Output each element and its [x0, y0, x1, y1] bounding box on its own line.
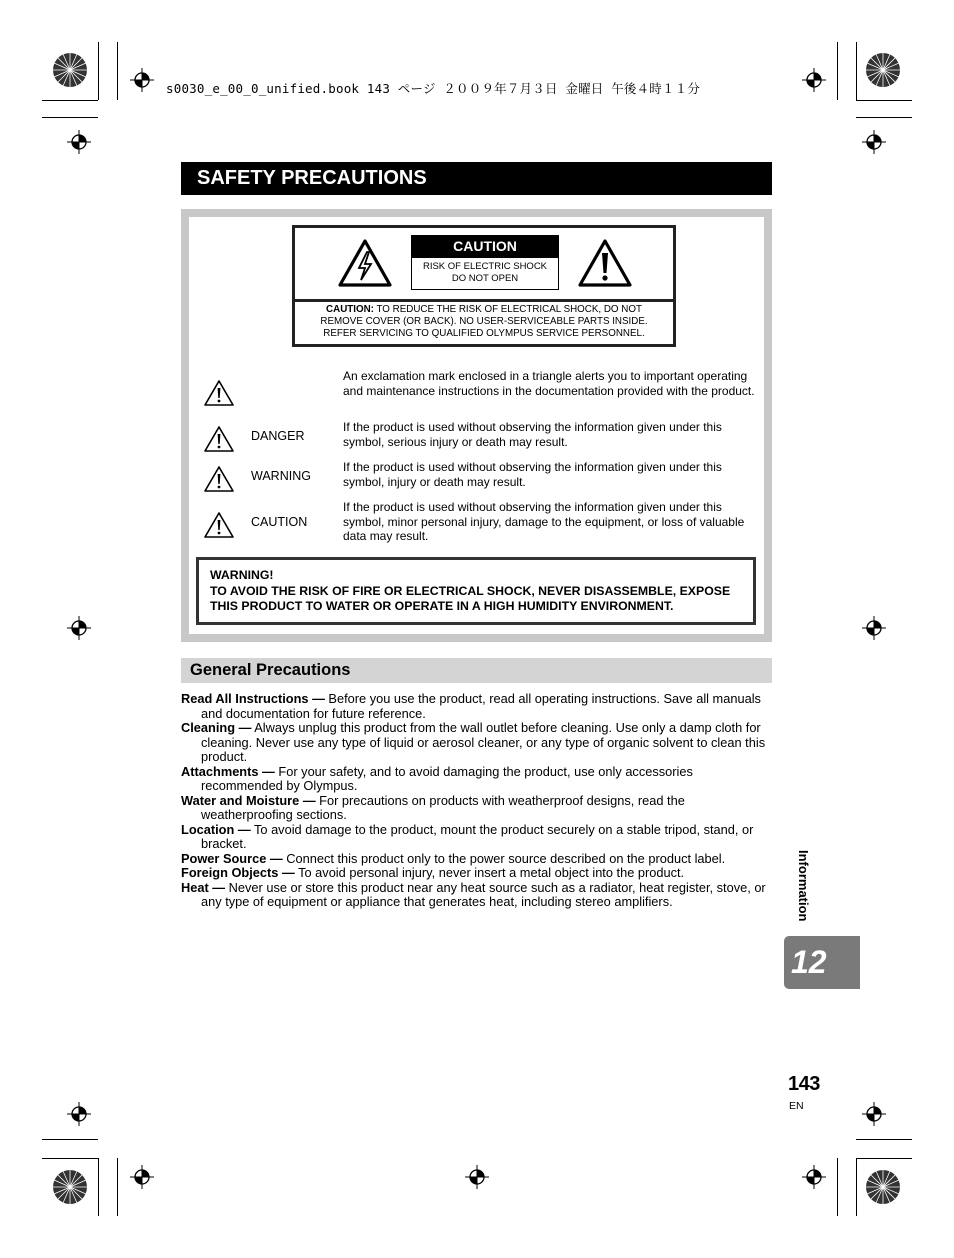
precaution-term: Heat — — [181, 879, 226, 895]
caution-notice-line: REMOVE COVER (OR BACK). NO USER-SERVICEABLE PARTS INSIDE. — [320, 316, 648, 327]
symbol-term: CAUTION — [251, 515, 308, 529]
precaution-text: Always unplug this product from the wall outlet before cleaning. Use only a damp cloth for cleaning. Never use any type of liquid or aerosol cleaner, or any type of organic solvent to clean this product. — [201, 720, 766, 764]
symbol-description: An exclamation mark enclosed in a triangle alerts you to important operating and maintenance instructions in the documentation provided with the product. — [343, 369, 755, 398]
list-item — [181, 692, 775, 721]
registration-mark-icon — [130, 68, 154, 92]
symbol-description: If the product is used without observing the information given under this symbol, minor personal injury, damage to the equipment, or loss of valuable data may result. — [343, 500, 745, 544]
caution-label — [411, 235, 559, 290]
caution-label-heading: CAUTION — [412, 236, 558, 258]
precaution-text: Before you use the product, read all operating instructions. Save all manuals and documentation for future reference. — [201, 691, 761, 721]
section-side-label: Information — [796, 850, 811, 922]
precaution-term: Foreign Objects — — [181, 865, 295, 880]
registration-mark-icon — [862, 616, 886, 640]
exclamation-triangle-icon — [203, 511, 235, 539]
precaution-text: To avoid personal injury, never insert a metal object into the product. — [294, 865, 685, 880]
warning-heading: WARNING! — [210, 568, 274, 582]
caution-label-line: DO NOT OPEN — [451, 273, 519, 284]
precaution-term: Read All Instructions — — [181, 691, 325, 706]
general-precautions-list — [181, 692, 775, 910]
fire-shock-warning — [196, 557, 756, 625]
list-item — [181, 852, 775, 867]
symbol-description: If the product is used without observing the information given under this symbol, serious injury or death may result. — [343, 420, 722, 449]
caution-notice-line: TO REDUCE THE RISK OF ELECTRICAL SHOCK, DO NOT — [373, 304, 642, 315]
file-header: s0030_e_00_0_unified.book 143 ページ ２００９年７月３日 金曜日 午後４時１１分 — [166, 81, 701, 96]
caution-label-panel — [292, 225, 676, 347]
registration-mark-icon — [802, 68, 826, 92]
list-item — [181, 765, 775, 794]
symbol-term: WARNING — [251, 469, 311, 483]
registration-mark-icon — [67, 130, 91, 154]
registration-mark-icon — [862, 130, 886, 154]
caution-notice-line: REFER SERVICING TO QUALIFIED OLYMPUS SERVICE PERSONNEL. — [323, 328, 645, 339]
page-number: 143 — [788, 1073, 820, 1095]
exclamation-triangle-icon — [203, 465, 235, 493]
warning-text: TO AVOID THE RISK OF FIRE OR ELECTRICAL SHOCK, NEVER DISASSEMBLE, EXPOSE THIS PRODUCT TO WATER OR OPERATE IN A HIGH HUMIDITY ENVIRONMENT. — [210, 583, 731, 613]
safety-symbols-panel — [181, 209, 772, 642]
precaution-text: For precautions on products with weatherproof designs, read the weatherproofing sections. — [201, 792, 685, 822]
precaution-term: Water and Moisture — — [181, 792, 316, 808]
precaution-term: Cleaning — — [181, 720, 252, 735]
registration-mark-icon — [465, 1165, 489, 1189]
exclamation-triangle-icon — [203, 425, 235, 453]
registration-mark-icon — [130, 1165, 154, 1189]
electric-shock-warning-icon — [337, 238, 393, 288]
page-title: SAFETY PRECAUTIONS — [181, 162, 772, 195]
precaution-text: For your safety, and to avoid damaging the product, use only accessories recommended by Olympus. — [201, 763, 693, 793]
caution-notice — [295, 302, 673, 340]
symbol-description: If the product is used without observing the information given under this symbol, injury or death may result. — [343, 460, 722, 489]
precaution-text: To avoid damage to the product, mount the product securely on a stable tripod, stand, or bracket. — [201, 821, 754, 851]
list-item — [181, 866, 775, 881]
caution-notice-lead: CAUTION: — [326, 304, 374, 315]
list-item — [181, 881, 775, 910]
precaution-text: Never use or store this product near any heat source such as a radiator, heat register, stove, or any type of equipment or appliance that generates heat, including stereo amplifiers. — [201, 879, 766, 909]
page-language: EN — [789, 1100, 804, 1112]
color-rosette-icon — [865, 1169, 901, 1205]
list-item — [181, 823, 775, 852]
color-rosette-icon — [52, 1169, 88, 1205]
exclamation-triangle-icon — [203, 379, 235, 407]
registration-mark-icon — [67, 616, 91, 640]
color-rosette-icon — [52, 52, 88, 88]
caution-label-line: RISK OF ELECTRIC SHOCK — [422, 261, 548, 272]
registration-mark-icon — [802, 1165, 826, 1189]
registration-mark-icon — [67, 1102, 91, 1126]
symbol-term: DANGER — [251, 429, 305, 443]
precaution-term: Location — — [181, 821, 251, 837]
list-item — [181, 794, 775, 823]
precaution-text: Connect this product only to the power source described on the product label. — [282, 850, 726, 866]
precaution-term: Attachments — — [181, 763, 275, 779]
color-rosette-icon — [865, 52, 901, 88]
chapter-tab: 12 — [784, 936, 860, 989]
precaution-term: Power Source — — [181, 850, 283, 866]
exclamation-warning-icon — [577, 238, 633, 288]
section-title: General Precautions — [181, 658, 772, 683]
registration-mark-icon — [862, 1102, 886, 1126]
list-item — [181, 721, 775, 765]
